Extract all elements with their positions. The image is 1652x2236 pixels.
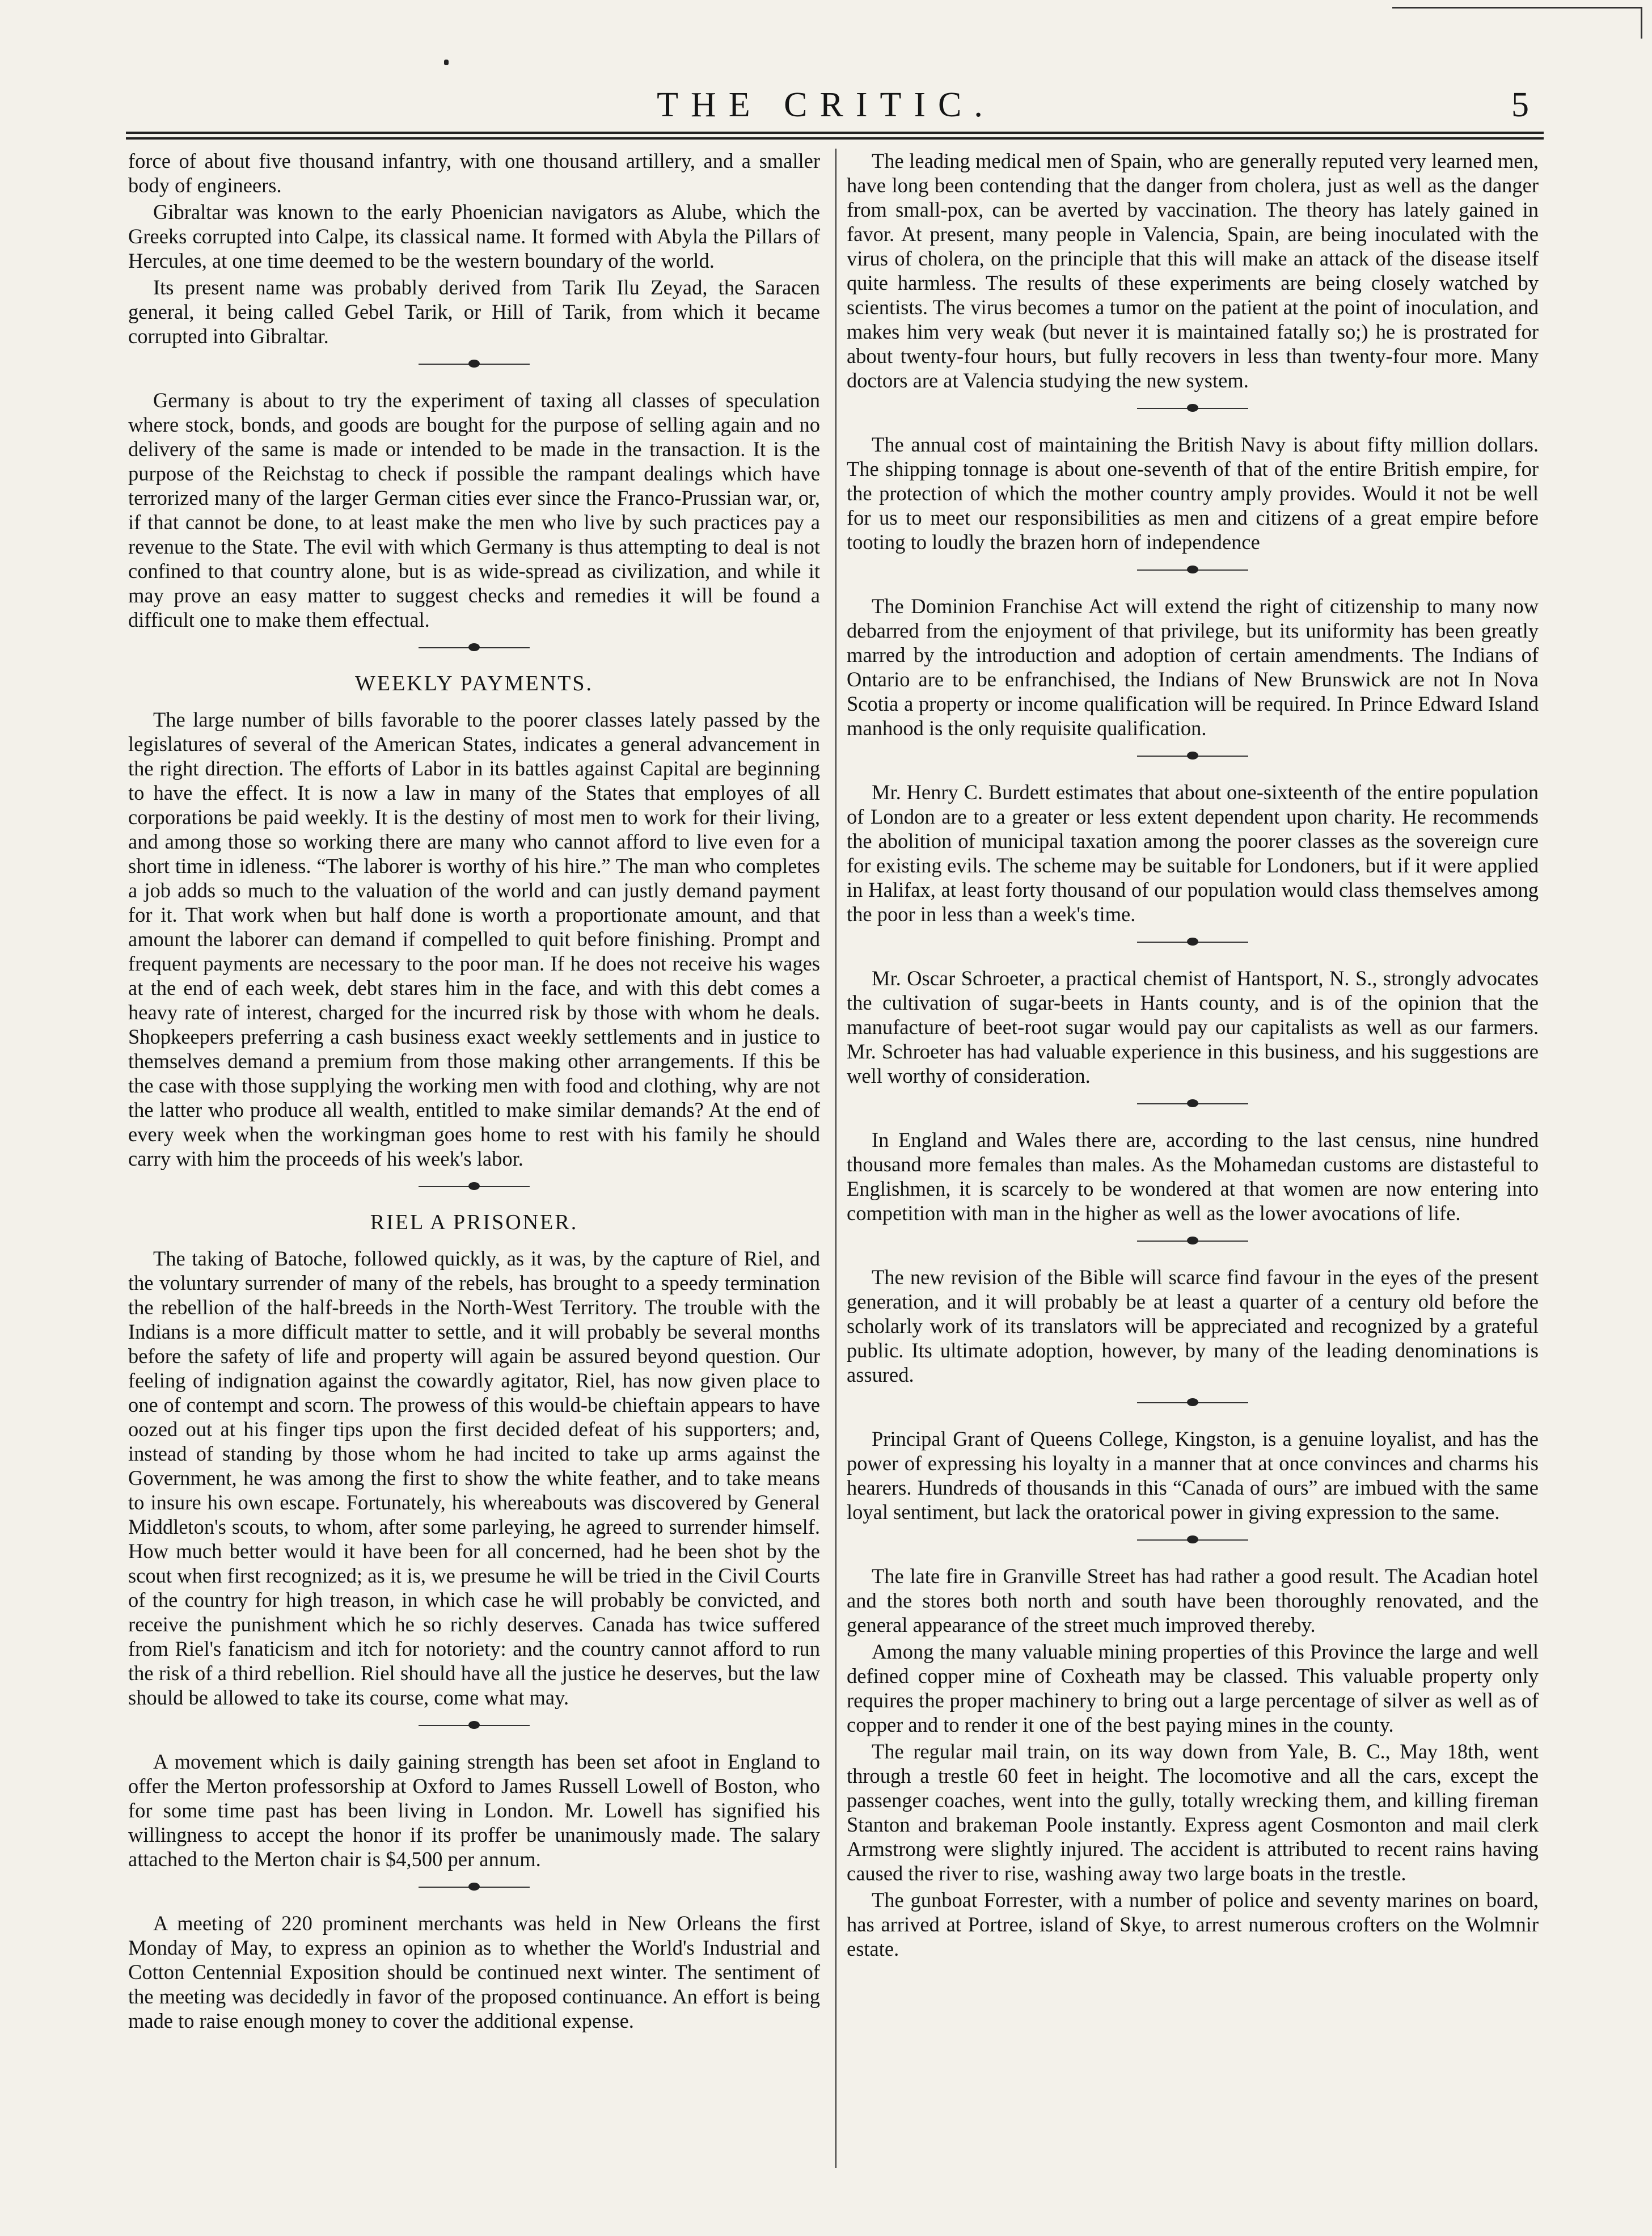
section-separator xyxy=(847,1531,1539,1549)
masthead-rule-top xyxy=(126,132,1544,134)
corner-border-line-vertical xyxy=(1641,7,1642,39)
article-paragraph: The Dominion Franchise Act will extend the right of citizenship to many now debarred from the enjoyment of that privilege, but its uniformity has been greatly marred by the introduction and adoption of certain amendments. The Indians of Ontario are to be enfranchised, the Indians of New Brunswick are not In Nova Scotia a property or income qualification will be required. In Prince Edward Island manhood is the only requisite qualification. xyxy=(847,594,1539,740)
column-divider xyxy=(835,149,836,2168)
corner-border-line xyxy=(1392,7,1642,9)
article-paragraph: Among the many valuable mining properties of this Province the large and well defined copper mine of Coxheath may be classed. This valuable property only requires the proper machinery to bring out a large percentage of silver as well as of copper and to render it one of the best paying mines in the county. xyxy=(847,1640,1539,1736)
section-separator xyxy=(847,561,1539,579)
article-paragraph: Mr. Oscar Schroeter, a practical chemist of Hantsport, N. S., strongly advocates the cultivation of sugar-beets in Hants county, and is of the opinion that the manufacture of beet-root sugar would pay our capitalists as well as our farmers. Mr. Schroeter has had valuable experience in this business, and his suggestions are well worthy of consideration. xyxy=(847,967,1539,1087)
section-heading: RIEL A PRISONER. xyxy=(370,1210,578,1234)
section-separator xyxy=(847,933,1539,951)
right-column xyxy=(847,149,1539,1963)
article-paragraph: The late fire in Granville Street has had rather a good result. The Acadian hotel and the stores both north and south have been thoroughly renovated, and the general appearance of the street much improved thereby. xyxy=(847,1564,1539,1636)
article-paragraph: The annual cost of maintaining the British Navy is about fifty million dollars. The shipping tonnage is about one-seventh of that of the entire British empire, for the protection of which the mother country amply provides. Would it not be well for us to meet our responsibilities as men and citizens of a great empire before tooting to loudly the brazen horn of independence xyxy=(847,433,1539,554)
article-paragraph: A meeting of 220 prominent merchants was held in New Orleans the first Monday of May, to express an opinion as to whether the World's Industrial and Cotton Centennial Exposition should be continued next winter. The sentiment of the meeting was decidedly in favor of the proposed continuance. An effort is being made to raise enough money to cover the additional expense. xyxy=(128,1912,820,2032)
article-paragraph: In England and Wales there are, according to the last census, nine hundred thousand more females than males. As the Mohamedan customs are distasteful to Englishmen, it is scarcely to be wondered at that women are now entering into competition with man in the higher as well as the lower avocations of life. xyxy=(847,1128,1539,1225)
left-column xyxy=(128,149,820,2035)
article-paragraph: The leading medical men of Spain, who are generally reputed very learned men, have long been contending that the danger from cholera, just as well as the danger from small-pox, can be averted by vaccination. The theory has lately gained in favor. At present, many people in Valencia, Spain, are being inoculated with the virus of cholera, on the principle that this will make an attack of the disease itself quite harmless. The results of these experiments are being closely watched by scientists. The virus becomes a tumor on the patient at the point of inoculation, and makes him very weak (but never it is maintained fatally so;) he is prostrated for about twenty-four hours, but fully recovers in less than twenty-four more. Many doctors are at Valencia studying the new system. xyxy=(847,149,1539,392)
article-paragraph: Mr. Henry C. Burdett estimates that about one-sixteenth of the entire population of London are to a greater or less extent dependent upon charity. He recommends the abolition of municipal taxation among the poorer classes as the sovereign cure for existing evils. The scheme may be suitable for Londoners, but if it were applied in Halifax, at least forty thousand of our population would class themselves among the poor in less than a week's time. xyxy=(847,781,1539,926)
section-separator xyxy=(128,639,820,657)
section-separator xyxy=(847,399,1539,417)
article-paragraph: The large number of bills favorable to the poorer classes lately passed by the legislatures of several of the American States, indicates a general advancement in the right direction. The efforts of Labor in its battles against Capital are beginning to have the effect. It is now a law in many of the States that employes of all corporations be paid weekly. It is the destiny of most men to work for their living, and among those so working there are many who cannot afford to live even for a short time in idleness. “The laborer is worthy of his hire.” The man who completes a job adds so much to the valuation of the world and can justly demand payment for it. That work when but half done is worth a proportionate amount, and that amount the laborer can demand if compelled to quit before finishing. Prompt and frequent payments are necessary to the poor man. If he does not receive his wages at the end of each week, debt stares him in the face, and with this debt comes a heavy rate of interest, charged for the incurred risk by those with whom he deals. Shopkeepers preferring a cash business exact weekly settlements and in justice to themselves demand a premium from those making other arrangements. If this be the case with those supplying the working men with food and clothing, why are not the latter who produce all wealth, entitled to make similar demands? At the end of every week when the workingman goes home to rest with his family he should carry with him the proceeds of his week's labor. xyxy=(128,708,820,1170)
section-separator xyxy=(847,1394,1539,1412)
section-separator xyxy=(847,1232,1539,1250)
article-paragraph: Germany is about to try the experiment of taxing all classes of speculation where stock, bonds, and goods are bought for the purpose of selling again and no delivery of the same is made or intended to be made in the transaction. It is the purpose of the Reichstag to check if possible the rampant dealings which have terrorized many of the larger German cities ever since the Franco-Prussian war, or, if that cannot be done, to at least make the men who live by such practices pay a revenue to the State. The evil with which Germany is thus attempting to deal is not confined to that country alone, but is as wide-spread as civilization, and while it may prove an easy matter to suggest checks and remedies it will be found a difficult one to make them effectual. xyxy=(128,389,820,631)
article-paragraph: Principal Grant of Queens College, Kingston, is a genuine loyalist, and has the power of expressing his loyalty in a manner that at once convinces and charms his hearers. Hundreds of thousands in this “Canada of ours” are imbued with the same loyal sentiment, but lack the oratorical power in giving expression to the same. xyxy=(847,1427,1539,1524)
section-separator xyxy=(847,747,1539,765)
page-number: 5 xyxy=(1511,86,1529,124)
section-separator xyxy=(847,1095,1539,1113)
article-paragraph: The taking of Batoche, followed quickly, as it was, by the capture of Riel, and the voluntary surrender of many of the rebels, has brought to a speedy termination the rebellion of the half-breeds in the North-West Territory. The trouble with the Indians is a more difficult matter to settle, and it will probably be several months before the safety of life and property will again be assured beyond question. Our feeling of indignation against the cowardly agitator, Riel, has now given place to one of contempt and scorn. The prowess of this would-be chieftain appears to have oozed out at his finger tips upon the first decided defeat of his supporters; and, instead of standing by those whom he had incited to take up arms against the Government, he was among the first to show the white feather, and to take means to insure his own escape. Fortunately, his whereabouts was discovered by General Middleton's scouts, to whom, after some parleying, he agreed to surrender himself. How much better would it have been for all concerned, had he been shot by the scout when first recognized; as it is, we presume he will be tried in the Civil Courts of the country for high treason, in which case he will probably be convicted, and receive the punishment which he so richly deserves. Canada has twice suffered from Riel's fanaticism and itch for notoriety: and the country cannot afford to run the risk of a third rebellion. Riel should have all the justice he deserves, but the law should be allowed to take its course, come what may. xyxy=(128,1247,820,1709)
section-separator xyxy=(128,1178,820,1196)
article-paragraph: force of about five thousand infantry, with one thousand artillery, and a smaller body of engineers. xyxy=(128,149,820,197)
section-separator xyxy=(128,1716,820,1735)
section-separator xyxy=(128,355,820,373)
article-paragraph: The new revision of the Bible will scarce find favour in the eyes of the present generation, and it will probably be at least a quarter of a century old before the scholarly work of its translators will be appreciated and recognized by a grateful public. Its ultimate adoption, however, by many of the leading denominations is assured. xyxy=(847,1265,1539,1386)
section-heading: WEEKLY PAYMENTS. xyxy=(354,672,593,695)
masthead-title: THE CRITIC. xyxy=(657,86,995,124)
article-paragraph: The regular mail train, on its way down from Yale, B. C., May 18th, went through a trestle 60 feet in height. The locomotive and all the cars, except the passenger coaches, went into the gully, totally wrecking them, and killing fireman Stanton and brakeman Poole instantly. Express agent Cosmonton and mail clerk Armstrong were slightly injured. The accident is attributed to recent rains having caused the river to rise, washing away two large boats in the trestle. xyxy=(847,1740,1539,1885)
article-paragraph: Gibraltar was known to the early Phoenician navigators as Alube, which the Greeks corrupted into Calpe, its classical name. It formed with Abyla the Pillars of Hercules, at one time deemed to be the western boundary of the world. xyxy=(128,200,820,272)
article-paragraph: A movement which is daily gaining strength has been set afoot in England to offer the Merton professorship at Oxford to James Russell Lowell of Boston, who for some time past has been living in London. Mr. Lowell has signified his willingness to accept the honor if its proffer be unanimously made. The salary attached to the Merton chair is $4,500 per annum. xyxy=(128,1750,820,1871)
ink-speck xyxy=(444,60,449,65)
article-paragraph: Its present name was probably derived from Tarik Ilu Zeyad, the Saracen general, it being called Gebel Tarik, or Hill of Tarik, from which it became corrupted into Gibraltar. xyxy=(128,276,820,348)
article-paragraph: The gunboat Forrester, with a number of police and seventy marines on board, has arrived at Portree, island of Skye, to arrest numerous crofters on the Wolmnir estate. xyxy=(847,1888,1539,1960)
masthead-rule-bottom xyxy=(126,137,1544,140)
section-separator xyxy=(128,1878,820,1896)
